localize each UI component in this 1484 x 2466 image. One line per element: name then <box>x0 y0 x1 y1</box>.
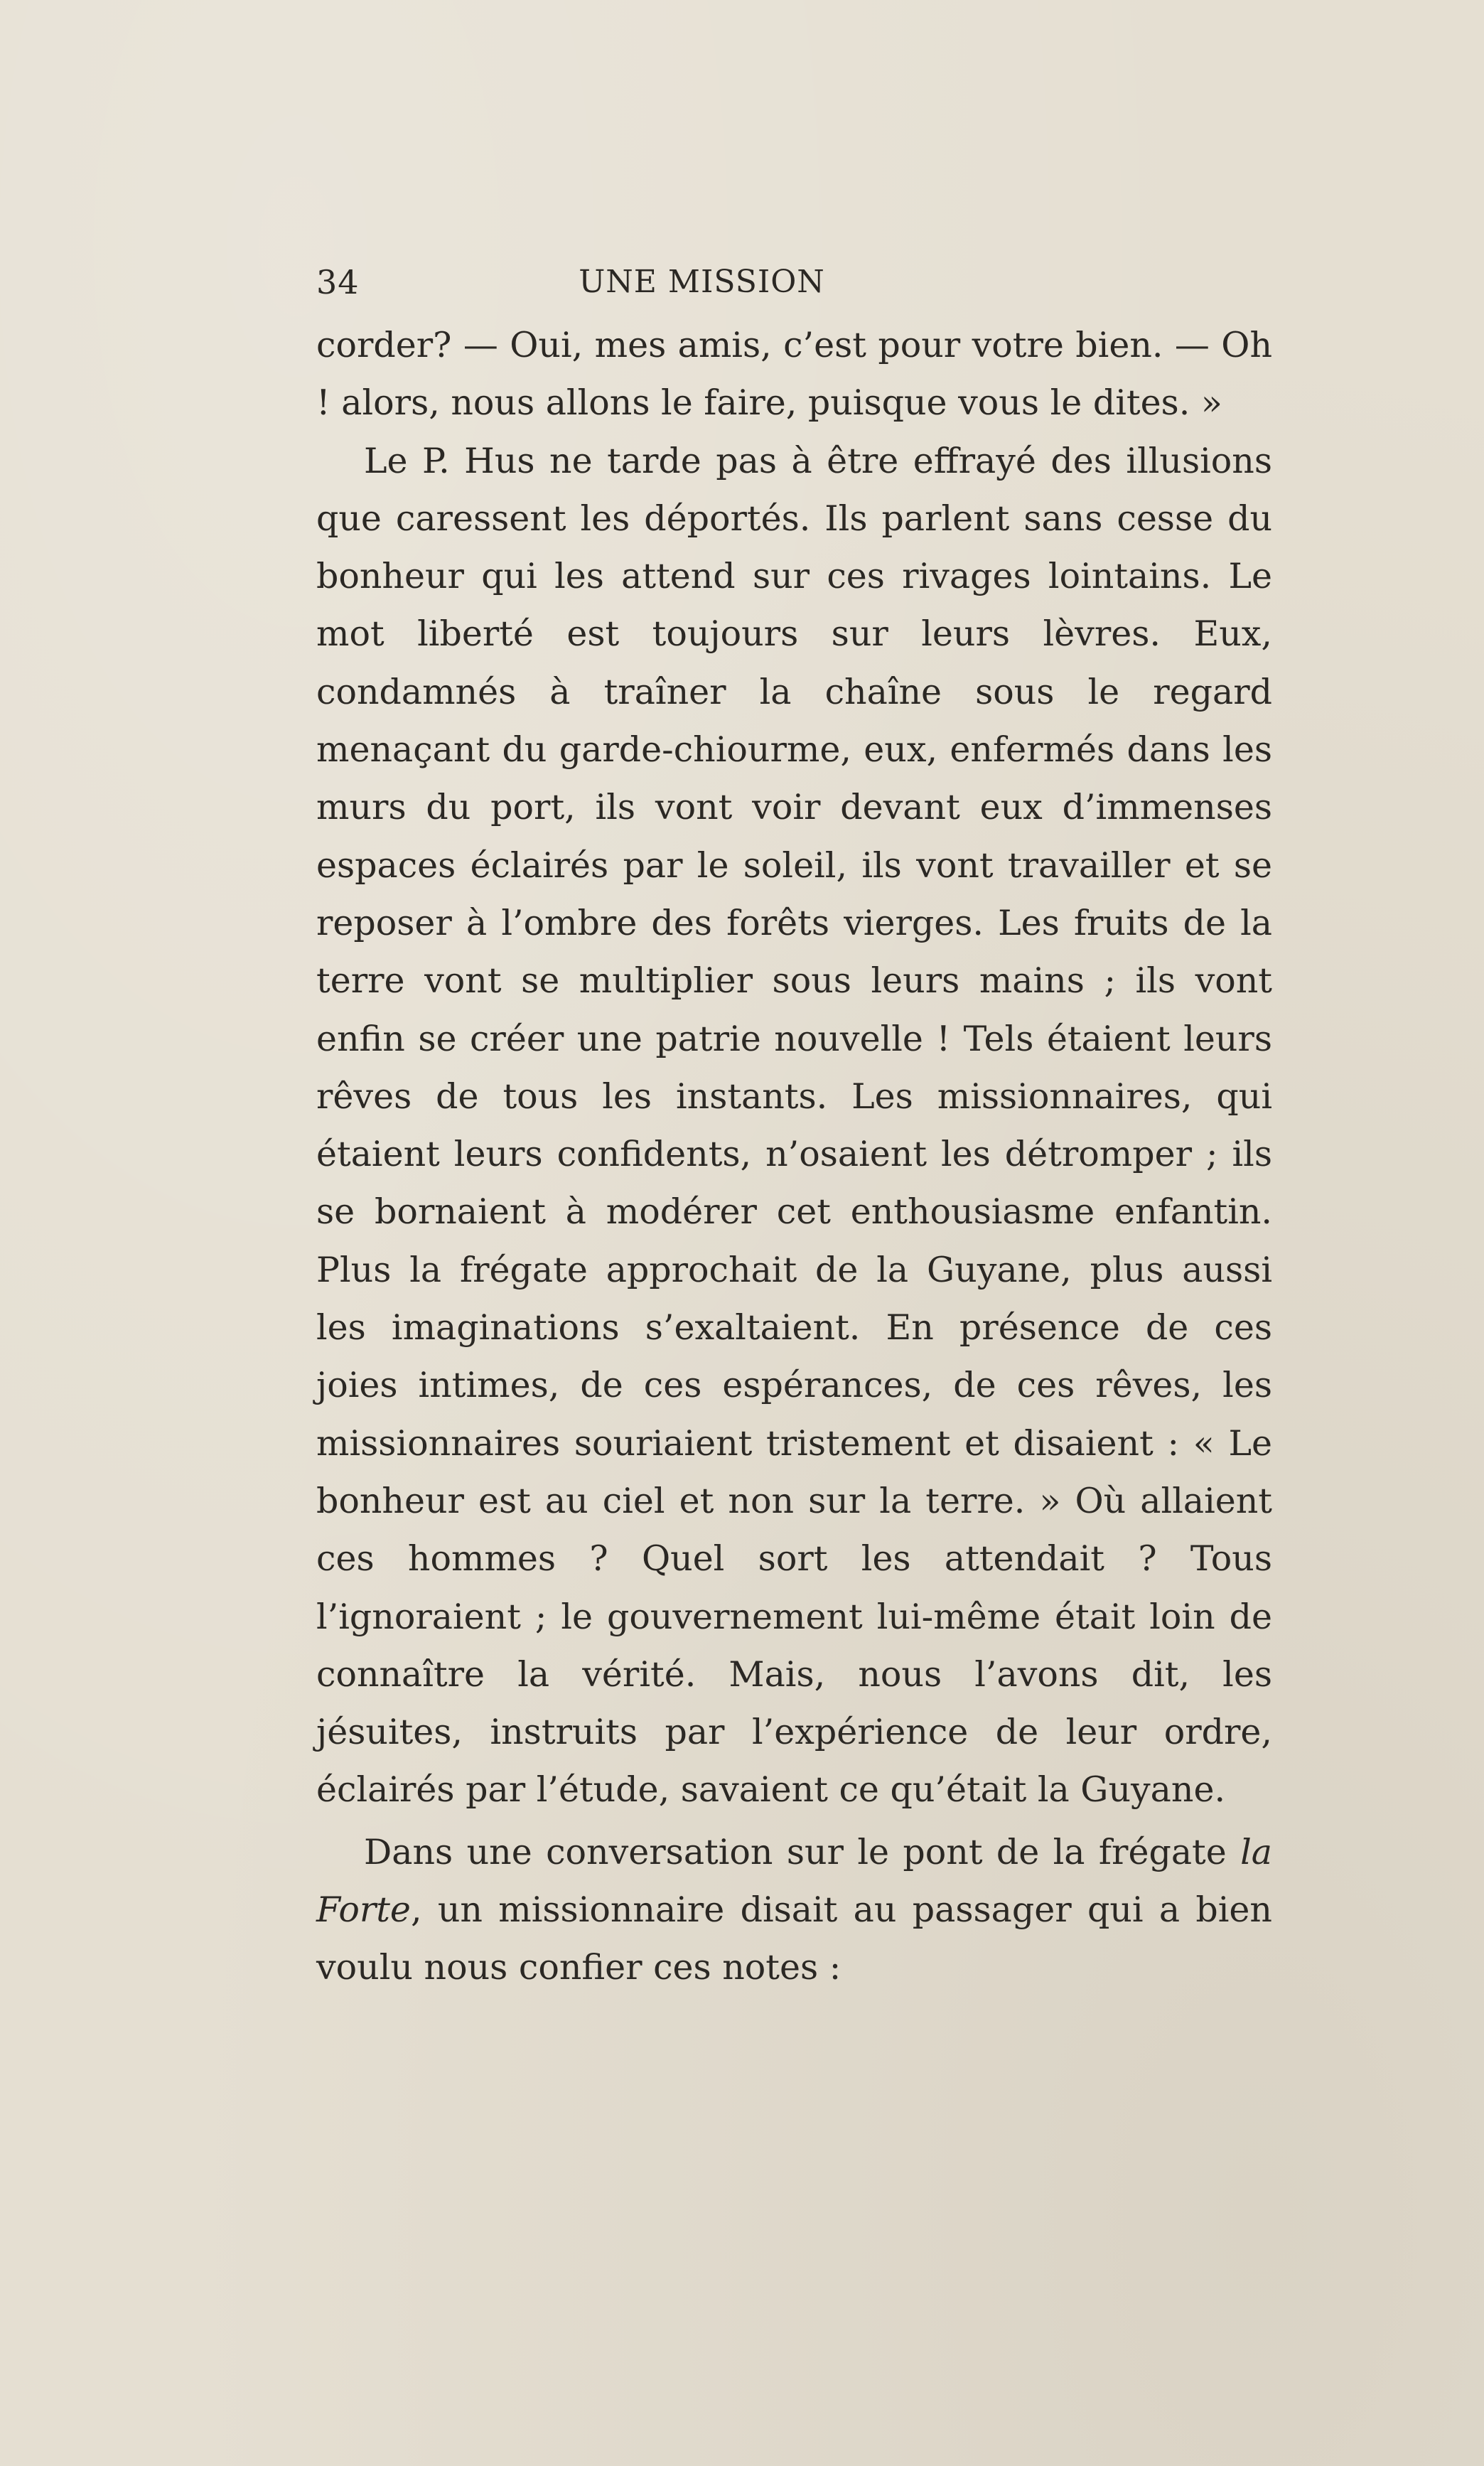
conversation-text-before: Dans une conversation sur le pont de la frégate <box>364 1831 1241 1872</box>
body-text <box>316 316 1272 1997</box>
ship-name: la Forte <box>316 1831 1272 1931</box>
paragraph-illusions: Le P. Hus ne tarde pas à être effrayé des illusions que caressent les déportés. Ils parlent sans cesse du bonheur qui les attend sur ces rivages lointains. Le mot liberté est toujours sur leurs lèvres. Eux, condamnés à traîner la chaîne sous le regard menaçant du garde-chiourme, eux, enfermés dans les murs du port, ils vont voir devant eux d’immenses espaces éclairés par le soleil, ils vont travailler et se reposer à l’ombre des forêts vierges. Les fruits de la terre vont se multiplier sous leurs mains ; ils vont enfin se créer une patrie nouvelle ! Tels étaient leurs rêves de tous les instants. Les missionnaires, qui étaient leurs confidents, n’osaient les détromper ; ils se bornaient à modérer cet enthousiasme enfantin. Plus la frégate approchait de la Guyane, plus aussi les imaginations s’exaltaient. En présence de ces joies intimes, de ces espérances, de ces rêves, les missionnaires souriaient tristement et disaient : « Le bonheur est au ciel et non sur la terre. » Où allaient ces hommes ? Quel sort les attendait ? Tous l’ignoraient ; le gouvernement lui-même était loin de connaître la vérité. Mais, nous l’avons dit, les jésuites, instruits par l’expérience de leur ordre, éclairés par l’étude, savaient ce qu’était la Guyane. <box>316 440 1272 1811</box>
conversation-text-after: , un missionnaire disait au passager qui a bien voulu nous confier ces notes : <box>316 1889 1272 1988</box>
running-title: UNE MISSION <box>579 264 825 300</box>
page-header <box>316 257 1272 307</box>
paragraph-conversation <box>316 1823 1272 1997</box>
page-number: 34 <box>316 263 360 301</box>
paragraph-continuation: corder? — Oui, mes amis, c’est pour votre bien. — Oh ! alors, nous allons le faire, puisque vous le dites. » <box>316 325 1272 424</box>
